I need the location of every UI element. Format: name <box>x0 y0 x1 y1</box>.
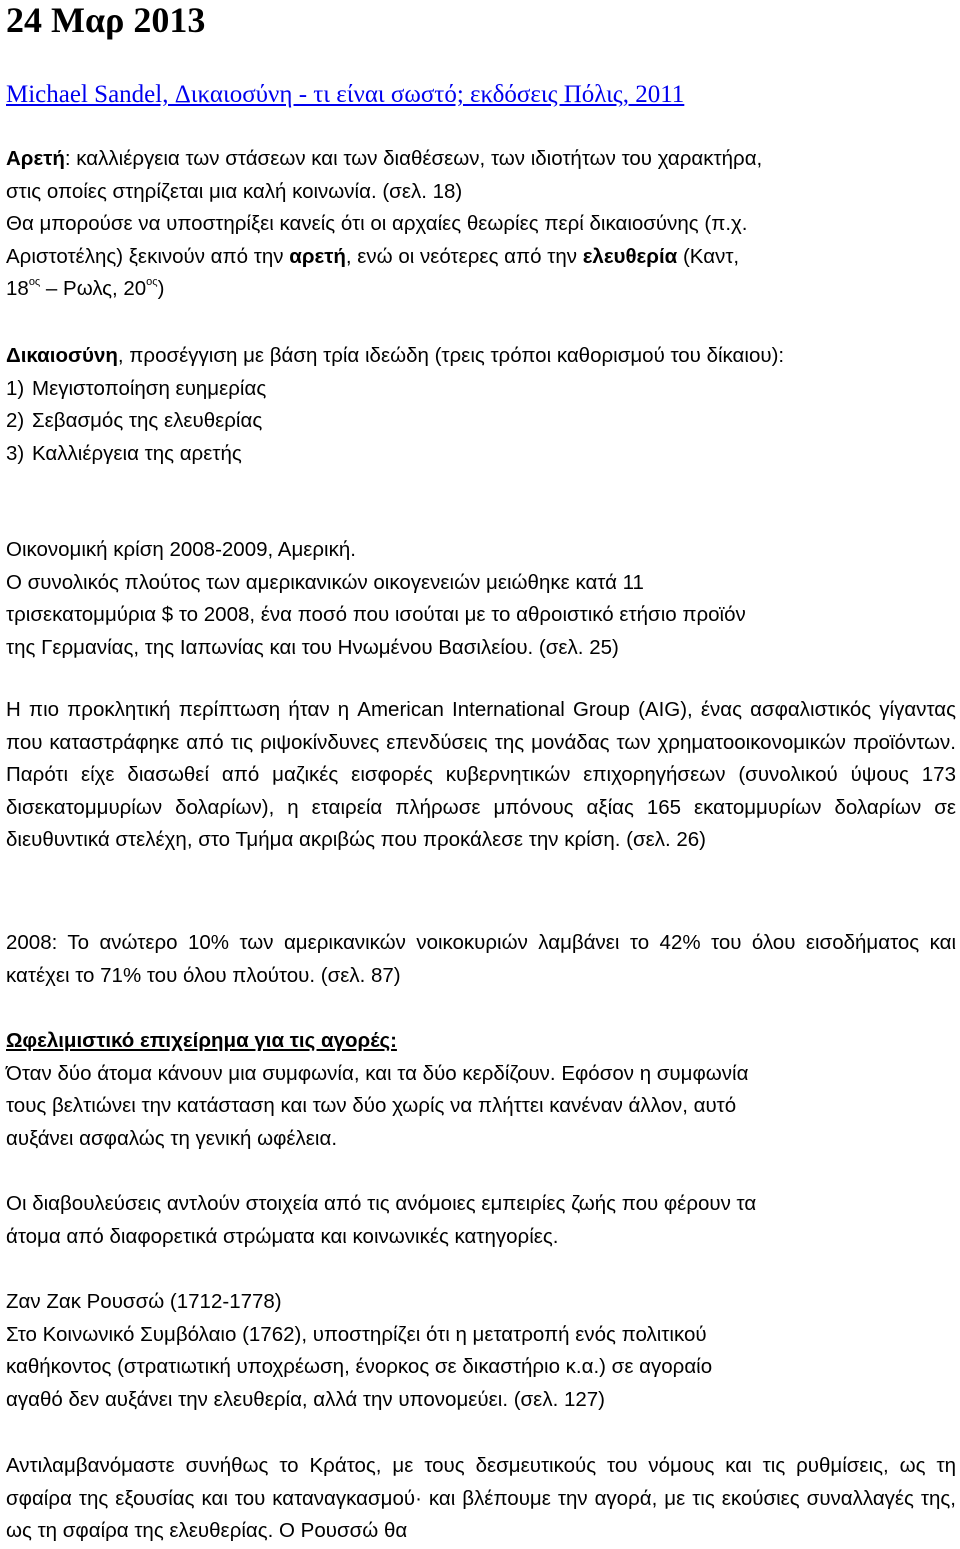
deliberations-section <box>6 1188 956 1253</box>
virtue-section <box>6 143 956 306</box>
book-reference-link[interactable]: Michael Sandel, Δικαιοσύνη - τι είναι σωστό; εκδόσεις Πόλις, 2011 <box>6 81 685 108</box>
deliberations-line: Οι διαβουλεύσεις αντλούν στοιχεία από τις ανόμοιες εμπειρίες ζωής που φέρουν τα <box>6 1192 757 1215</box>
virtue-term: Αρετή <box>6 147 65 170</box>
virtue-line: Θα μπορούσε να υποστηρίξει κανείς ότι οι αρχαίες θεωρίες περί δικαιοσύνης (π.χ. <box>6 212 748 236</box>
justice-definition: Δικαιοσύνη, προσέγγιση με βάση τρία ιδεώδη (τρεις τρόποι καθορισμού του δίκαιου): <box>6 344 785 367</box>
rousseau-line: Ζαν Ζακ Ρουσσώ (1712-1778) <box>6 1290 282 1313</box>
utilitarian-line: τους βελτιώνει την κατάσταση και των δύο χωρίς να πλήττει κανέναν άλλον, αυτό <box>6 1094 737 1118</box>
list-item: 3) Καλλιέργεια της αρετής <box>6 441 242 465</box>
justice-section <box>6 340 956 470</box>
list-item: 1) Μεγιστοποίηση ευημερίας <box>6 376 267 400</box>
rousseau-line: Στο Κοινωνικό Συμβόλαιο (1762), υποστηρίζει ότι η μετατροπή ενός πολιτικού <box>6 1322 707 1346</box>
stat-2008-paragraph: 2008: Το ανώτερο 10% των αμερικανικών νοικοκυριών λαμβάνει το 42% του όλου εισοδήματος και κατέχει το 71% του όλου πλούτου. (σελ. 87) <box>6 931 956 987</box>
aig-paragraph: Η πιο προκλητική περίπτωση ήταν η American International Group (AIG), ένας ασφαλιστικός γίγαντας που καταστράφηκε από τις ριψοκίνδυνες επενδύσεις της μονάδας των χρηματοοικονομικών προϊόντων. Παρότι είχε διασωθεί από μαζικές εισφορές κυβερνητικών επιχορηγήσεων (συνολικού ύψους 173 δισεκατομμυρίων δολαρίων), η εταιρεία πλήρωσε μπόνους αξίας 165 εκατομμυρίων δολαρίων σε διευθυντικά στελέχη, στο Τμήμα ακριβώς που προκάλεσε την κρίση. (σελ. 26) <box>6 698 956 852</box>
crisis-line: τρισεκατομμύρια $ το 2008, ένα ποσό που ισούται με το αθροιστικό ετήσιο προϊόν <box>6 603 746 627</box>
aig-section <box>6 694 956 857</box>
justice-ideals-list <box>6 373 956 471</box>
virtue-line: $18^{o\varsigma}$ – Ρωλς, $20^{o\varsigma}$) <box>6 276 165 301</box>
virtue-keyword: αρετή <box>289 244 346 268</box>
state-section <box>6 1450 956 1548</box>
state-paragraph: Αντιλαμβανόμαστε συνήθως το Κράτος, με τους δεσμευτικούς του νόμους και τις ρυθμίσεις, ως τη σφαίρα της εξουσίας και του καταναγκασμού· και βλέπουμε την αγορά, με τις εκούσιες συναλλαγές της, ως τη σφαίρα της ελευθερίας. Ο Ρουσσώ θα <box>6 1454 956 1543</box>
rousseau-section <box>6 1286 956 1416</box>
rousseau-line: καθήκοντος (στρατιωτική υποχρέωση, ένορκος σε δικαστήριο κ.α.) σε αγοραίο <box>6 1355 713 1379</box>
crisis-line: Οικονομική κρίση 2008-2009, Αμερική. <box>6 538 356 561</box>
virtue-definition: : καλλιέργεια των στάσεων και των διαθέσεων, των ιδιοτήτων του χαρακτήρα, <box>64 147 763 170</box>
entry-date: 24 Μαρ 2013 <box>6 0 206 40</box>
utilitarian-section <box>6 1025 956 1155</box>
virtue-line: στις οποίες στηρίζεται μια καλή κοινωνία. (σελ. 18) <box>6 179 463 203</box>
freedom-keyword: ελευθερία <box>582 244 678 268</box>
crisis-line: της Γερμανίας, της Ιαπωνίας και του Ηνωμένου Βασιλείου. (σελ. 25) <box>6 635 619 659</box>
crisis-section <box>6 534 956 664</box>
utilitarian-heading: Ωφελιμιστικό επιχείρημα για τις αγορές: <box>6 1029 397 1052</box>
justice-term: Δικαιοσύνη <box>6 344 118 367</box>
crisis-line: Ο συνολικός πλούτος των αμερικανικών οικογενειών μειώθηκε κατά 11 <box>6 570 644 594</box>
utilitarian-line: αυξάνει ασφαλώς τη γενική ωφέλεια. <box>6 1126 338 1150</box>
utilitarian-line: Όταν δύο άτομα κάνουν μια συμφωνία, και τα δύο κερδίζουν. Εφόσον η συμφωνία <box>6 1061 749 1085</box>
stat-2008-section <box>6 927 956 992</box>
virtue-line: Αριστοτέλης) ξεκινούν από την αρετή, ενώ οι νεότερες από την ελευθερία (Καντ, <box>6 244 740 268</box>
rousseau-line: αγαθό δεν αυξάνει την ελευθερία, αλλά την υπονομεύει. (σελ. 127) <box>6 1387 605 1411</box>
deliberations-line: άτομα από διαφορετικά στρώματα και κοινωνικές κατηγορίες. <box>6 1224 559 1248</box>
list-item: 2) Σεβασμός της ελευθερίας <box>6 409 263 433</box>
